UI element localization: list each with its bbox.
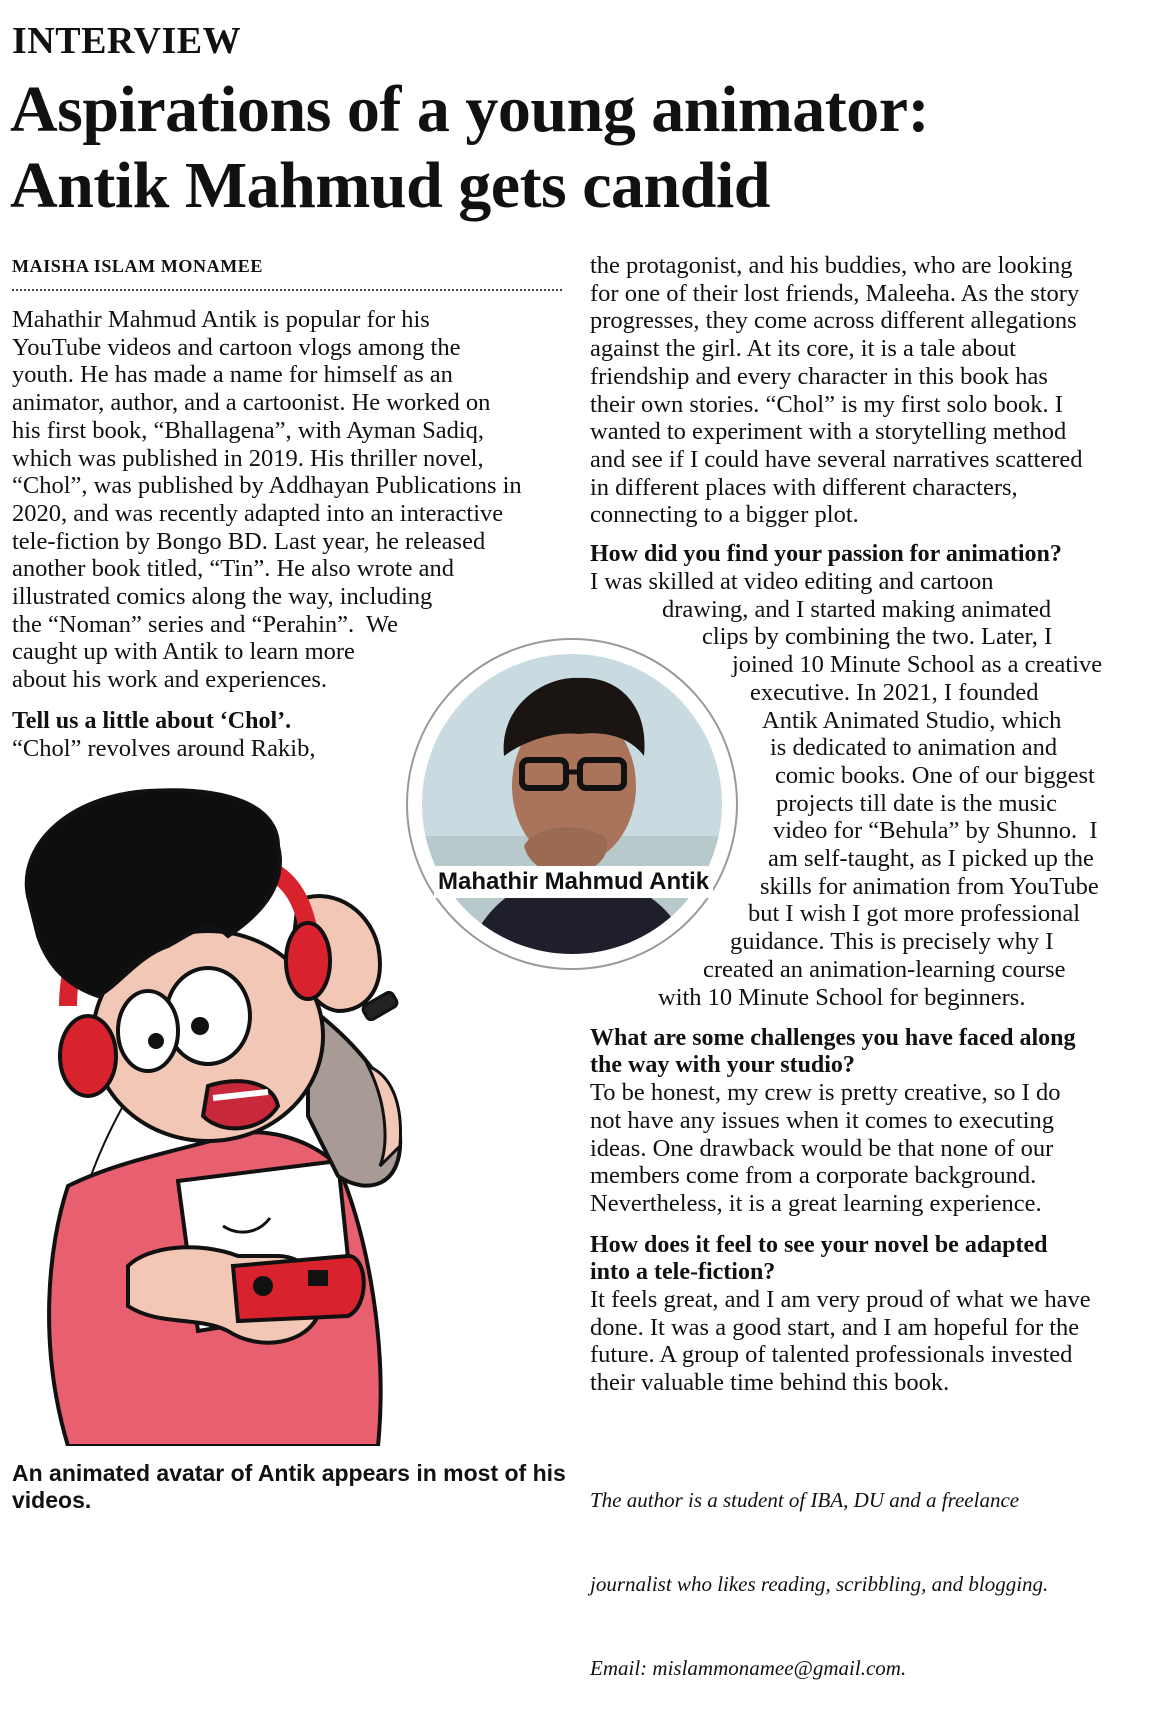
text-line: 2020, and was recently adapted into an interactive (12, 499, 504, 527)
text-line: in different places with different characters, (590, 473, 1018, 501)
portrait-photo (404, 636, 740, 972)
text-line: their valuable time behind this book. (590, 1368, 950, 1396)
text-line: YouTube videos and cartoon vlogs among the (12, 333, 461, 361)
question-line: How does it feel to see your novel be adapted (590, 1231, 1048, 1258)
text-line: and see if I could have several narratives scattered (590, 445, 1083, 473)
text-line: about his work and experiences. (12, 666, 327, 694)
text-line: their own stories. “Chol” is my first solo book. I (590, 390, 1063, 418)
photo-caption: Mahathir Mahmud Antik (434, 866, 713, 898)
author-note-line: The author is a student of IBA, DU and a freelance (590, 1488, 1020, 1512)
text-line: caught up with Antik to learn more (12, 638, 355, 666)
text-line: guidance. This is precisely why I (730, 928, 1054, 956)
text-line: Mahathir Mahmud Antik is popular for his (12, 306, 430, 333)
author-note-line: Email: mislammonamee@gmail.com. (590, 1656, 907, 1680)
text-line: animator, author, and a cartoonist. He worked on (12, 389, 491, 417)
text-line: progresses, they come across different allegations (590, 307, 1077, 335)
question-challenges (590, 1025, 1102, 1079)
question-line: What are some challenges you have faced along (590, 1025, 1076, 1052)
text-line: “Chol” revolves around Rakib, (12, 734, 316, 762)
question-line: into a tele-fiction? (590, 1258, 776, 1285)
text-line: which was published in 2019. His thriller novel, (12, 444, 484, 472)
author-note (590, 1430, 1048, 1710)
byline: MAISHA ISLAM MONAMEE (12, 256, 264, 276)
text-line: clips by combining the two. Later, I (702, 623, 1053, 651)
headline-line: Antik Mahmud gets candid (10, 149, 770, 222)
text-line: the protagonist, and his buddies, who are looking (590, 252, 1073, 279)
text-line: future. A group of talented professionals invested (590, 1341, 1073, 1369)
question-passion: How did you find your passion for animation? (590, 541, 1062, 568)
text-line: drawing, and I started making animated (662, 595, 1052, 623)
text-line: am self-taught, as I picked up the (768, 845, 1094, 873)
text-line: his first book, “Bhallagena”, with Ayman Sadiq, (12, 416, 485, 444)
question-chol: Tell us a little about ‘Chol’. (12, 707, 292, 734)
section-label: INTERVIEW (12, 20, 242, 62)
text-line: created an animation-learning course (703, 955, 1066, 983)
question-line: the way with your studio? (590, 1052, 855, 1079)
text-line: I was skilled at video editing and cartoon (590, 568, 994, 596)
text-line: not have any issues when it comes to executing (590, 1106, 1055, 1134)
text-line: illustrated comics along the way, including (12, 583, 433, 611)
text-line: is dedicated to animation and (770, 734, 1058, 762)
question-telefiction (590, 1232, 1102, 1286)
text-line: comic books. One of our biggest (775, 761, 1095, 789)
text-line: projects till date is the music (776, 789, 1058, 817)
text-line: Nevertheless, it is a great learning experience. (590, 1190, 1042, 1218)
text-line: tele-fiction by Bongo BD. Last year, he released (12, 527, 486, 555)
text-line: the “Noman” series and “Perahin”. We (12, 610, 399, 638)
text-line: It feels great, and I am very proud of what we have (590, 1285, 1091, 1313)
text-line: but I wish I got more professional (748, 900, 1081, 928)
text-line: wanted to experiment with a storytelling method (590, 418, 1067, 446)
answer-chol-continued (590, 252, 1102, 529)
text-line: To be honest, my crew is pretty creative, so I do (590, 1079, 1061, 1107)
answer-telefiction (590, 1286, 1102, 1397)
text-line: another book titled, “Tin”. He also wrote and (12, 555, 455, 583)
text-line: done. It was a good start, and I am hopeful for the (590, 1313, 1080, 1341)
illustration-caption: An animated avatar of Antik appears in most of his videos. (12, 1460, 566, 1513)
text-line: Antik Animated Studio, which (762, 706, 1062, 734)
text-line: youth. He has made a name for himself as an (12, 361, 453, 389)
avatar-illustration (8, 786, 418, 1446)
text-line: ideas. One drawback would be that none of our (590, 1134, 1054, 1162)
text-line: friendship and every character in this book has (590, 362, 1048, 390)
headline (10, 72, 1140, 224)
text-line: skills for animation from YouTube (760, 872, 1099, 900)
author-note-line: journalist who likes reading, scribbling, and blogging. (590, 1572, 1049, 1596)
byline-divider (12, 289, 562, 291)
answer-challenges (590, 1079, 1102, 1218)
text-line: with 10 Minute School for beginners. (658, 983, 1026, 1011)
text-line: video for “Behula” by Shunno. I (773, 817, 1098, 845)
text-line: for one of their lost friends, Maleeha. As the story (590, 279, 1080, 307)
text-line: against the girl. At its core, it is a tale about (590, 335, 1016, 363)
text-line: joined 10 Minute School as a creative (732, 651, 1103, 679)
text-line: members come from a corporate background. (590, 1162, 1037, 1190)
text-line: executive. In 2021, I founded (750, 678, 1039, 706)
text-line: “Chol”, was published by Addhayan Publications in (12, 472, 522, 500)
headline-line: Aspirations of a young animator: (10, 73, 930, 146)
text-line: connecting to a bigger plot. (590, 501, 859, 529)
